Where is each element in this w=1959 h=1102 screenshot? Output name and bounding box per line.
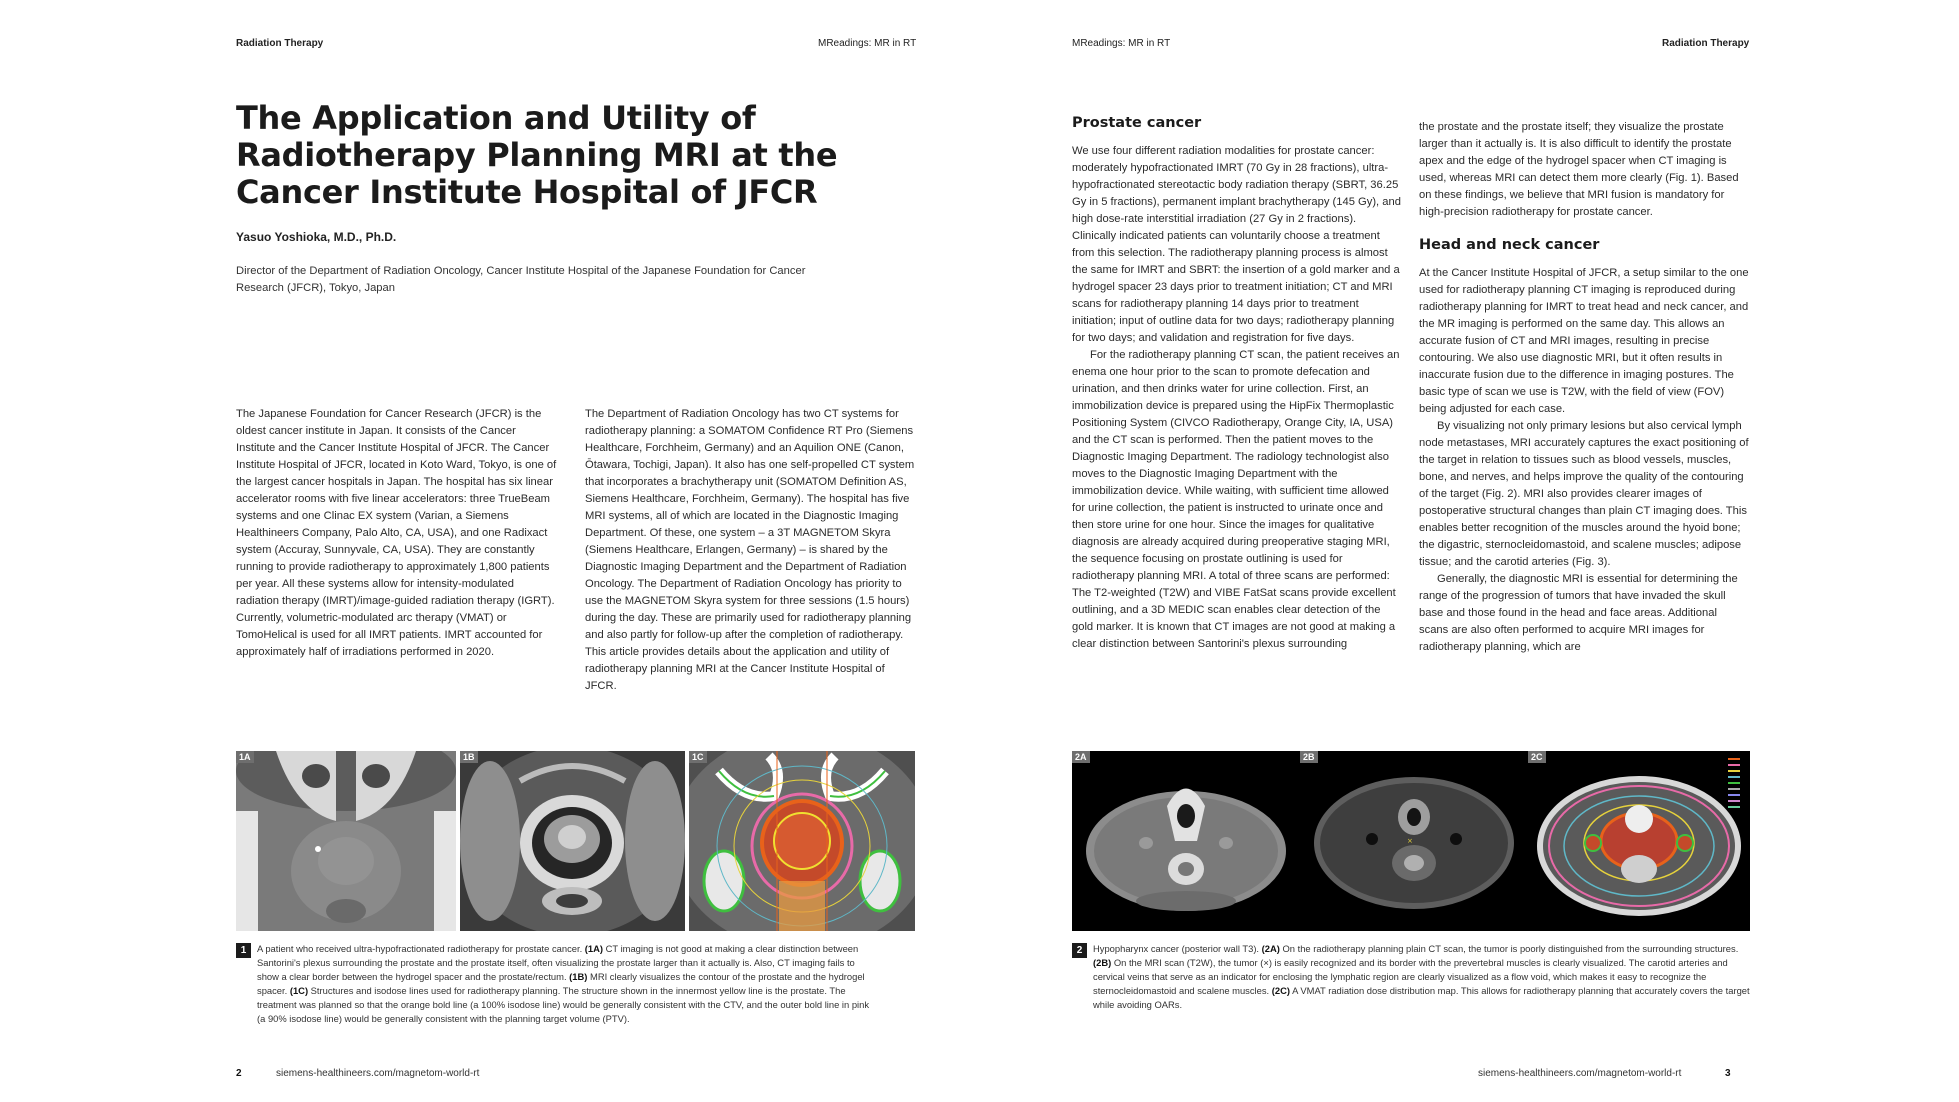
panel-label-1a: 1A xyxy=(236,751,254,763)
headneck-paragraph-1: At the Cancer Institute Hospital of JFCR, a setup similar to the one used for radiotherapy planning CT imaging is reproduced during radiotherapy planning for IMRT to treat head and neck cancer, and the MR imaging is performed on the same day. This allows an accurate fusion of CT and MRI images, resulting in precise contouring. We also use diagnostic MRI, but it often results in inaccurate fusion due to the difference in imaging postures. The basic type of scan we use is T2W, with the field of view (FOV) being adjusted for each case. xyxy=(1419,267,1749,415)
figure-2 xyxy=(1072,751,1750,931)
panel-label-2b: 2B xyxy=(1300,751,1318,763)
panel-label-2a: 2A xyxy=(1072,751,1090,763)
headneck-paragraph-3: Generally, the diagnostic MRI is essential for determining the range of the progression of tumors that have invaded the skull base and those found in the head and face areas. Additional scans are also often performed to acquire MRI images for radiotherapy planning, which are xyxy=(1419,573,1738,653)
caption-label-2c: (2C) xyxy=(1271,985,1290,996)
panel-label-2c: 2C xyxy=(1528,751,1546,763)
figure-1c-dose-plan-image xyxy=(689,751,915,931)
running-header-section: Radiation Therapy xyxy=(236,38,324,49)
section-heading-head-neck: Head and neck cancer xyxy=(1419,237,1600,253)
running-header-section: Radiation Therapy xyxy=(1662,38,1750,49)
right-page xyxy=(980,0,1959,1102)
footer-url-left[interactable]: siemens-healthineers.com/magnetom-world-rt xyxy=(276,1068,480,1079)
figure-1a-ct-image xyxy=(236,751,456,931)
figure-2-caption xyxy=(1072,942,1754,1012)
body-column-2 xyxy=(585,406,915,695)
intro-paragraph: The Japanese Foundation for Cancer Research (JFCR) is the oldest cancer institute in Japan. It consists of the Cancer Institute and the Cancer Institute Hospital of JFCR. The Cancer Institute Hospital of JFCR, located in Koto Ward, Tokyo, is one of the largest cancer hospitals in Japan. The hospital has six linear accelerator rooms with five linear accelerators: three TrueBeam systems and one Clinac EX system (Varian, a Siemens Healthineers Company, Palo Alto, CA, USA), and one Radixact system (Accuray, Sunnyvale, CA, USA). They are constantly running to provide radiotherapy to approximately 1,800 patients per year. All these systems allow for intensity-modulated radiation therapy (IMRT)/image-guided radiation therapy (IGRT). Currently, volumetric-modulated arc therapy (VMAT) or TomoHelical is used for all IMRT patients. IMRT accounted for approximately half of irradiations performed in 2020. xyxy=(236,408,557,658)
figure-2b-mri-image xyxy=(1300,751,1528,931)
running-header-journal: MReadings: MR in RT xyxy=(1072,38,1171,49)
figure-1 xyxy=(236,751,915,931)
figure-2a-ct-image xyxy=(1072,751,1300,931)
body-column-4 xyxy=(1419,119,1749,656)
caption-text-2a: On the radiotherapy planning plain CT scan, the tumor is poorly distinguished from the surrounding structures. xyxy=(1279,943,1739,954)
caption-label-1c: (1C) xyxy=(289,985,309,996)
caption-text-1a: CT imaging is not good at making a clear distinction between Santorini's plexus surrounding the prostate and the prostate itself, often visualizing the prostate larger than it actually is. Also, CT imaging fails to show a clear border between the hydrogel spacer and the prostate/rectum. xyxy=(257,943,859,982)
prostate-paragraph-3: the prostate and the prostate itself; they visualize the prostate larger than it actually is. It is also difficult to identify the prostate apex and the edge of the hydrogel spacer when CT imaging is used, whereas MRI can detect them more clearly (Fig. 1). Based on these findings, we believe that MRI fusion is mandatory for high-precision radiotherapy for prostate cancer. xyxy=(1419,121,1739,218)
figure-1-caption-text xyxy=(257,942,876,1026)
prostate-paragraph-1: We use four different radiation modalities for prostate cancer: moderately hypofractionated IMRT (70 Gy in 28 fractions), ultra-hypofractionated stereotactic body radiation therapy (SBRT, 36.25 Gy in 5 fractions), permanent implant brachytherapy (145 Gy), and high dose-rate interstitial irradiation (27 Gy in 2 fractions). Clinically indicated patients can voluntarily choose a treatment from this selection. The radiotherapy planning process is almost the same for IMRT and SBRT: the insertion of a gold marker and a hydrogel spacer 23 days prior to treatment initiation; CT and MRI scans for radiotherapy planning 14 days prior to treatment initiation; input of outline data for two days; radiotherapy planning for two days; and validation and registration for five days. xyxy=(1072,145,1401,344)
caption-text-1b: MRI clearly visualizes the contour of the prostate and the hydrogel spacer. xyxy=(257,971,865,996)
caption-text-2c: A VMAT radiation dose distribution map. This allows for radiotherapy planning that accurately covers the target while avoiding OARs. xyxy=(1093,985,1750,1010)
figure-1b-mri-image xyxy=(460,751,685,931)
footer-url-right[interactable]: siemens-healthineers.com/magnetom-world-rt xyxy=(1478,1068,1682,1079)
section-heading-prostate: Prostate cancer xyxy=(1072,115,1202,131)
svg-text:×: × xyxy=(1407,837,1413,845)
author-affiliation: Director of the Department of Radiation Oncology, Cancer Institute Hospital of the Japanese Foundation for Cancer Research (JFCR), Tokyo, Japan xyxy=(236,265,806,294)
page-number-right: 3 xyxy=(1725,1068,1731,1079)
figure-2-caption-text xyxy=(1093,942,1754,1012)
caption-lead-text: A patient who received ultra-hypofractionated radiotherapy for prostate cancer. xyxy=(257,943,585,954)
caption-label-2a: (2A) xyxy=(1261,943,1280,954)
figure-2-number-badge: 2 xyxy=(1072,943,1087,958)
body-column-1 xyxy=(236,406,558,661)
body-column-3 xyxy=(1072,113,1402,653)
department-paragraph: The Department of Radiation Oncology has two CT systems for radiotherapy planning: a SOMATOM Confidence RT Pro (Siemens Healthcare, Forchheim, Germany) and an Aquilion ONE (Canon, Ōtawara, Tochigi, Japan). It also has one self-propelled CT system that incorporates a brachytherapy unit (SOMATOM Definition AS, Siemens Healthcare, Forchheim, Germany). The hospital has five MRI systems, all of which are located in the Diagnostic Imaging Department. Of these, one system – a 3T MAGNETOM Skyra (Siemens Healthcare, Erlangen, Germany) – is shared by the Diagnostic Imaging Department and the Department of Radiation Oncology. The Department of Radiation Oncology has priority to use the MAGNETOM Skyra system for three sessions (1.5 hours) during the day. These are primarily used for radiotherapy planning and also partly for follow-up after the completion of radiotherapy. This article provides details about the application and utility of radiotherapy planning MRI at the Cancer Institute Hospital of JFCR. xyxy=(585,408,915,692)
caption-lead-text: Hypopharynx cancer (posterior wall T3). xyxy=(1093,943,1262,954)
prostate-paragraph-2: For the radiotherapy planning CT scan, the patient receives an enema one hour prior to the scan to promote defecation and urination, and then drinks water for urine collection. First, an immobilization device is prepared using the HipFix Thermoplastic Positioning System (CIVCO Radiotherapy, Orange City, IA, USA) and the CT scan is performed. Then the patient moves to the Diagnostic Imaging Department. The radiology technologist also moves to the Diagnostic Imaging Department with the immobilization device. While waiting, with sufficient time allowed for urine collection, the patient is instructed to urinate once and then store urine for one hour. Since the images for qualitative diagnosis are already acquired during preoperative staging MRI, the sequence focusing on prostate outlining is used for radiotherapy planning MRI. A total of three scans are performed: The T2-weighted (T2W) and VIBE FatSat scans provide excellent outlining, and a 3D MEDIC scan enables clear detection of the gold marker. It is known that CT images are not good at making a clear distinction between Santorini's plexus surrounding xyxy=(1072,349,1400,650)
caption-label-2b: (2B) xyxy=(1093,957,1112,968)
panel-label-1b: 1B xyxy=(460,751,478,763)
figure-1-caption xyxy=(236,942,876,1026)
caption-label-1b: (1B) xyxy=(569,971,588,982)
panel-label-1c: 1C xyxy=(689,751,707,763)
author-name: Yasuo Yoshioka, M.D., Ph.D. xyxy=(236,230,397,244)
headneck-paragraph-2: By visualizing not only primary lesions but also cervical lymph node metastases, MRI accurately captures the exact positioning of the target in relation to tissues such as blood vessels, muscles, bone, and nerves, and helps improve the quality of the contouring of the target (Fig. 2). MRI also provides clearer images of postoperative structural changes than plain CT imaging does. This enables better recognition of the muscles around the hyoid bone; the digastric, sternocleidomastoid, and scalene muscles; adipose tissue; and the carotid arteries (Fig. 3). xyxy=(1419,420,1749,568)
article-title: The Application and Utility of Radiotherapy Planning MRI at the Cancer Institute Hospital of JFCR xyxy=(236,99,838,211)
caption-label-1a: (1A) xyxy=(584,943,604,954)
figure-1-number-badge: 1 xyxy=(236,943,251,958)
caption-text-1c: Structures and isodose lines used for radiotherapy planning. The structure shown in the innermost yellow line is the prostate. The treatment was planned so that the orange bold line (a 100% isodose line) would be generally consistent with the CTV, and the outer bold line in pink (a 90% isodose line) would be generally consistent with the planning target volume (PTV). xyxy=(257,985,870,1024)
running-header-journal: MReadings: MR in RT xyxy=(818,38,917,49)
figure-2c-dose-map-image xyxy=(1528,751,1750,931)
page-number-left: 2 xyxy=(236,1068,242,1079)
caption-text-2b: On the MRI scan (T2W), the tumor (×) is easily recognized and its border with the prevertebral muscles is clearly visualized. The carotid arteries and cervical veins that serve as an indicator for enclosing the lymphatic region are clearly visualized as a flow void, which makes it easy to recognize the sternocleidomastoid and scalene muscles. xyxy=(1093,957,1728,996)
